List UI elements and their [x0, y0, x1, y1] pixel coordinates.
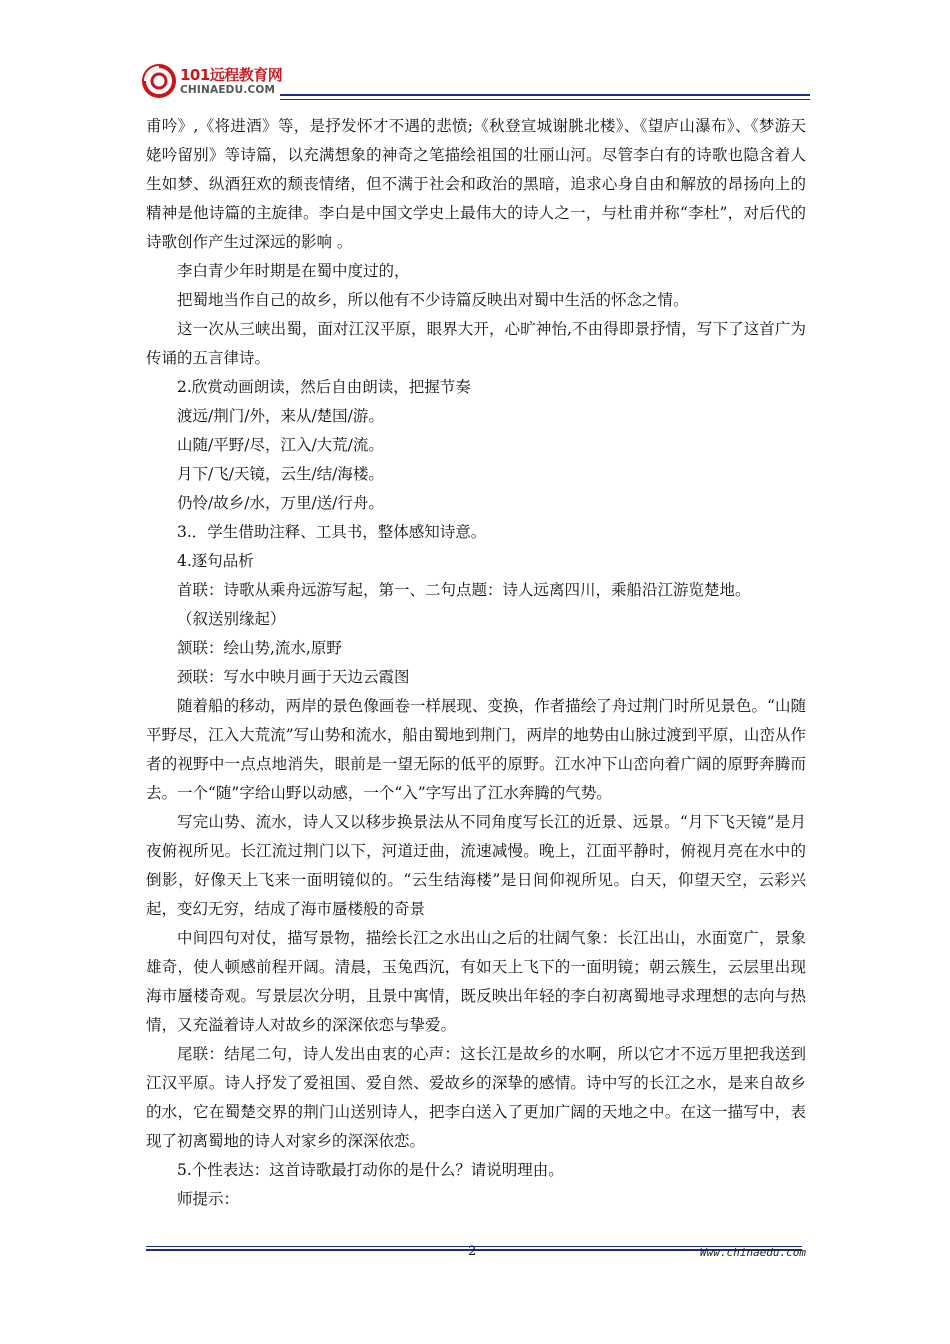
chinaedu-logo[interactable] [140, 60, 290, 104]
paragraph: 李白青少年时期是在蜀中度过的， [177, 262, 410, 280]
paragraph: （叙送别缘起） [177, 610, 286, 628]
logo-english-text: CHINAEDU.COM [180, 84, 276, 96]
paragraph: 月下/飞/天镜，云生/结/海楼。 [177, 465, 384, 483]
paragraph: 写完山势、流水，诗人又以移步换景法从不同角度写长江的近景、远景。“月下飞天镜”是月夜俯视所见。长江流过荆门以下，河道迂曲，流速减慢。晚上，江面平静时，俯视月亮在水中的倒影，好像天上飞来一面明镜似的。“云生结海楼”是日间仰视所见。白天，仰望天空，云彩兴起，变幻无穷，结成了海市蜃楼般的奇景 [146, 813, 806, 918]
paragraph: 4.逐句品析 [177, 552, 254, 570]
paragraph: 3.．学生借助注释、工具书，整体感知诗意。 [177, 523, 487, 541]
header-rule-thin [280, 99, 810, 100]
document-body [146, 112, 806, 1214]
paragraph: 渡远/荆门/外，来从/楚国/游。 [177, 407, 384, 425]
header-rule [280, 94, 810, 96]
paragraph: 把蜀地当作自己的故乡，所以他有不少诗篇反映出对蜀中生活的怀念之情。 [177, 291, 689, 309]
paragraph: 5.个性表达：这首诗歌最打动你的是什么？请说明理由。 [177, 1161, 564, 1179]
logo-mark-icon [142, 64, 176, 98]
paragraph: 首联：诗歌从乘舟远游写起，第一、二句点题：诗人远离四川，乘船沿江游览楚地。 [177, 581, 751, 599]
paragraph: 师提示： [177, 1190, 240, 1208]
page-header [140, 60, 810, 110]
paragraph: 颈联：写水中映月画于天边云霞图 [177, 668, 410, 686]
paragraph: 随着船的移动，两岸的景色像画卷一样展现、变换，作者描绘了舟过荆门时所见景色。“山随平野尽，江入大荒流”写山势和流水，船由蜀地到荆门，两岸的地势由山脉过渡到平原，山峦从作者的视野中一点点地消失，眼前是一望无际的低平的原野。江水冲下山峦向着广阔的原野奔腾而去。一个“随”字给山野以动感，一个“入”字写出了江水奔腾的气势。 [146, 697, 806, 802]
paragraph: 颔联：绘山势,流水,原野 [177, 639, 342, 657]
paragraph: 这一次从三峡出蜀，面对江汉平原，眼界大开，心旷神怡,不由得即景抒情，写下了这首广为传诵的五言律诗。 [146, 320, 806, 367]
paragraph: 山随/平野/尽，江入/大荒/流。 [177, 436, 384, 454]
footer-url-link[interactable]: Www.chinaedu.com [700, 1246, 806, 1259]
paragraph: 2.欣赏动画朗读，然后自由朗读，把握节奏 [177, 378, 471, 396]
paragraph: 仍怜/故乡/水，万里/送/行舟。 [177, 494, 384, 512]
paragraph: 中间四句对仗，描写景物，描绘长江之水出山之后的壮阔气象：长江出山，水面宽广，景象雄奇，使人顿感前程开阔。清晨，玉兔西沉，有如天上飞下的一面明镜；朝云簇生，云层里出现海市蜃楼奇观。写景层次分明，且景中寓情，既反映出年轻的李白初离蜀地寻求理想的志向与热情，又充溢着诗人对故乡的深深依恋与挚爱。 [146, 929, 806, 1034]
page-number: 2 [468, 1244, 477, 1259]
page-footer [146, 1240, 806, 1280]
logo-chinese-text: 101远程教育网 [180, 66, 283, 84]
paragraph: 尾联：结尾二句，诗人发出由衷的心声：这长江是故乡的水啊，所以它才不远万里把我送到江汉平原。诗人抒发了爱祖国、爱自然、爱故乡的深挚的感情。诗中写的长江之水，是来自故乡的水，它在蜀楚交界的荆门山送别诗人，把李白送入了更加广阔的天地之中。在这一描写中，表现了初离蜀地的诗人对家乡的深深依恋。 [146, 1045, 806, 1150]
paragraph: 甫吟》,《将进酒》等，是抒发怀才不遇的悲愤;《秋登宣城谢朓北楼》、《望庐山瀑布》、《梦游天姥吟留别》等诗篇，以充满想象的神奇之笔描绘祖国的壮丽山河。尽管李白有的诗歌也隐含着人生如梦、纵酒狂欢的颓丧情绪，但不满于社会和政治的黑暗，追求心身自由和解放的昂扬向上的精神是他诗篇的主旋律。李白是中国文学史上最伟大的诗人之一，与杜甫并称“李杜”，对后代的诗歌创作产生过深远的影响 。 [146, 117, 806, 251]
